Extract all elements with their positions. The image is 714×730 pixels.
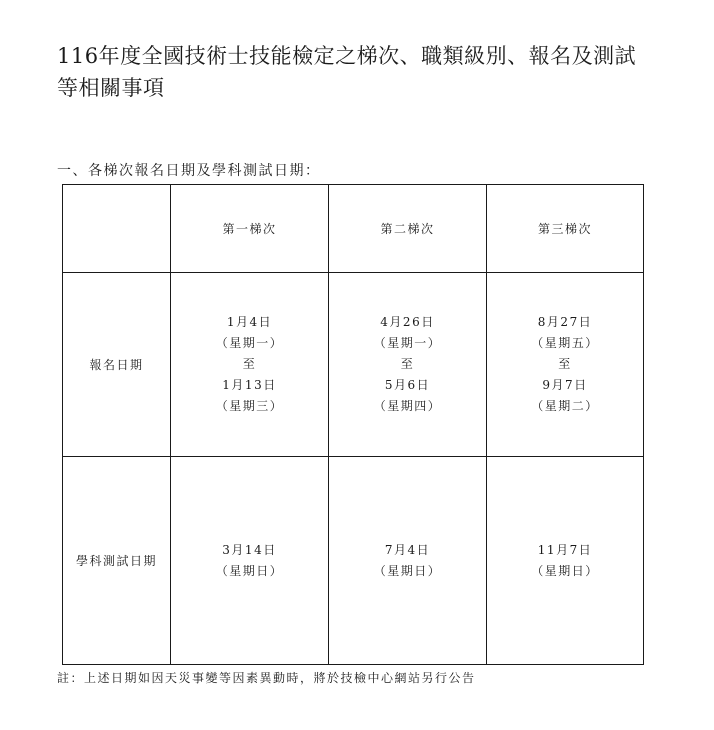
registration-start-date: 8月27日 bbox=[537, 315, 593, 329]
registration-start-date: 1月4日 bbox=[226, 315, 273, 329]
date-range-separator: 至 bbox=[400, 357, 415, 371]
column-header-batch-3: 第三梯次 bbox=[487, 185, 644, 273]
registration-end-date: 1月13日 bbox=[222, 378, 277, 392]
date-range-separator: 至 bbox=[242, 357, 257, 371]
column-header-batch-1: 第一梯次 bbox=[171, 185, 329, 273]
registration-start-weekday: （星期五） bbox=[531, 336, 599, 350]
registration-start-weekday: （星期一） bbox=[373, 336, 442, 350]
document-title: 116年度全國技術士技能檢定之梯次、職類級別、報名及測試等相關事項 bbox=[57, 44, 637, 100]
exam-cell-batch-1 bbox=[171, 457, 329, 665]
exam-date: 11月7日 bbox=[537, 542, 593, 557]
exam-cell-batch-3 bbox=[487, 457, 644, 665]
row-label-written-exam: 學科測試日期 bbox=[63, 457, 171, 665]
section-heading: 一、各梯次報名日期及學科測試日期： bbox=[57, 163, 321, 179]
row-label-registration: 報名日期 bbox=[63, 273, 171, 457]
exam-date: 7月4日 bbox=[384, 542, 431, 557]
column-header-batch-2: 第二梯次 bbox=[329, 185, 487, 273]
registration-end-weekday: （星期四） bbox=[373, 399, 442, 413]
registration-end-weekday: （星期三） bbox=[215, 399, 284, 413]
schedule-table bbox=[62, 184, 644, 665]
table-row-written-exam bbox=[63, 457, 644, 665]
registration-start-weekday: （星期一） bbox=[215, 336, 284, 350]
exam-cell-batch-2 bbox=[329, 457, 487, 665]
registration-cell-batch-2 bbox=[329, 273, 487, 457]
header-corner-cell bbox=[63, 185, 171, 273]
table-header-row bbox=[63, 185, 644, 273]
registration-end-date: 9月7日 bbox=[542, 378, 588, 392]
registration-end-weekday: （星期二） bbox=[531, 399, 599, 413]
footnote: 註：上述日期如因天災事變等因素異動時，將於技檢中心網站另行公告 bbox=[57, 671, 476, 685]
exam-weekday: （星期日） bbox=[215, 563, 284, 578]
exam-weekday: （星期日） bbox=[531, 563, 599, 578]
exam-weekday: （星期日） bbox=[373, 563, 442, 578]
table-row-registration bbox=[63, 273, 644, 457]
registration-cell-batch-1 bbox=[171, 273, 329, 457]
registration-start-date: 4月26日 bbox=[380, 315, 435, 329]
date-range-separator: 至 bbox=[558, 357, 572, 371]
registration-cell-batch-3 bbox=[487, 273, 644, 457]
registration-end-date: 5月6日 bbox=[384, 378, 431, 392]
exam-date: 3月14日 bbox=[222, 542, 277, 557]
